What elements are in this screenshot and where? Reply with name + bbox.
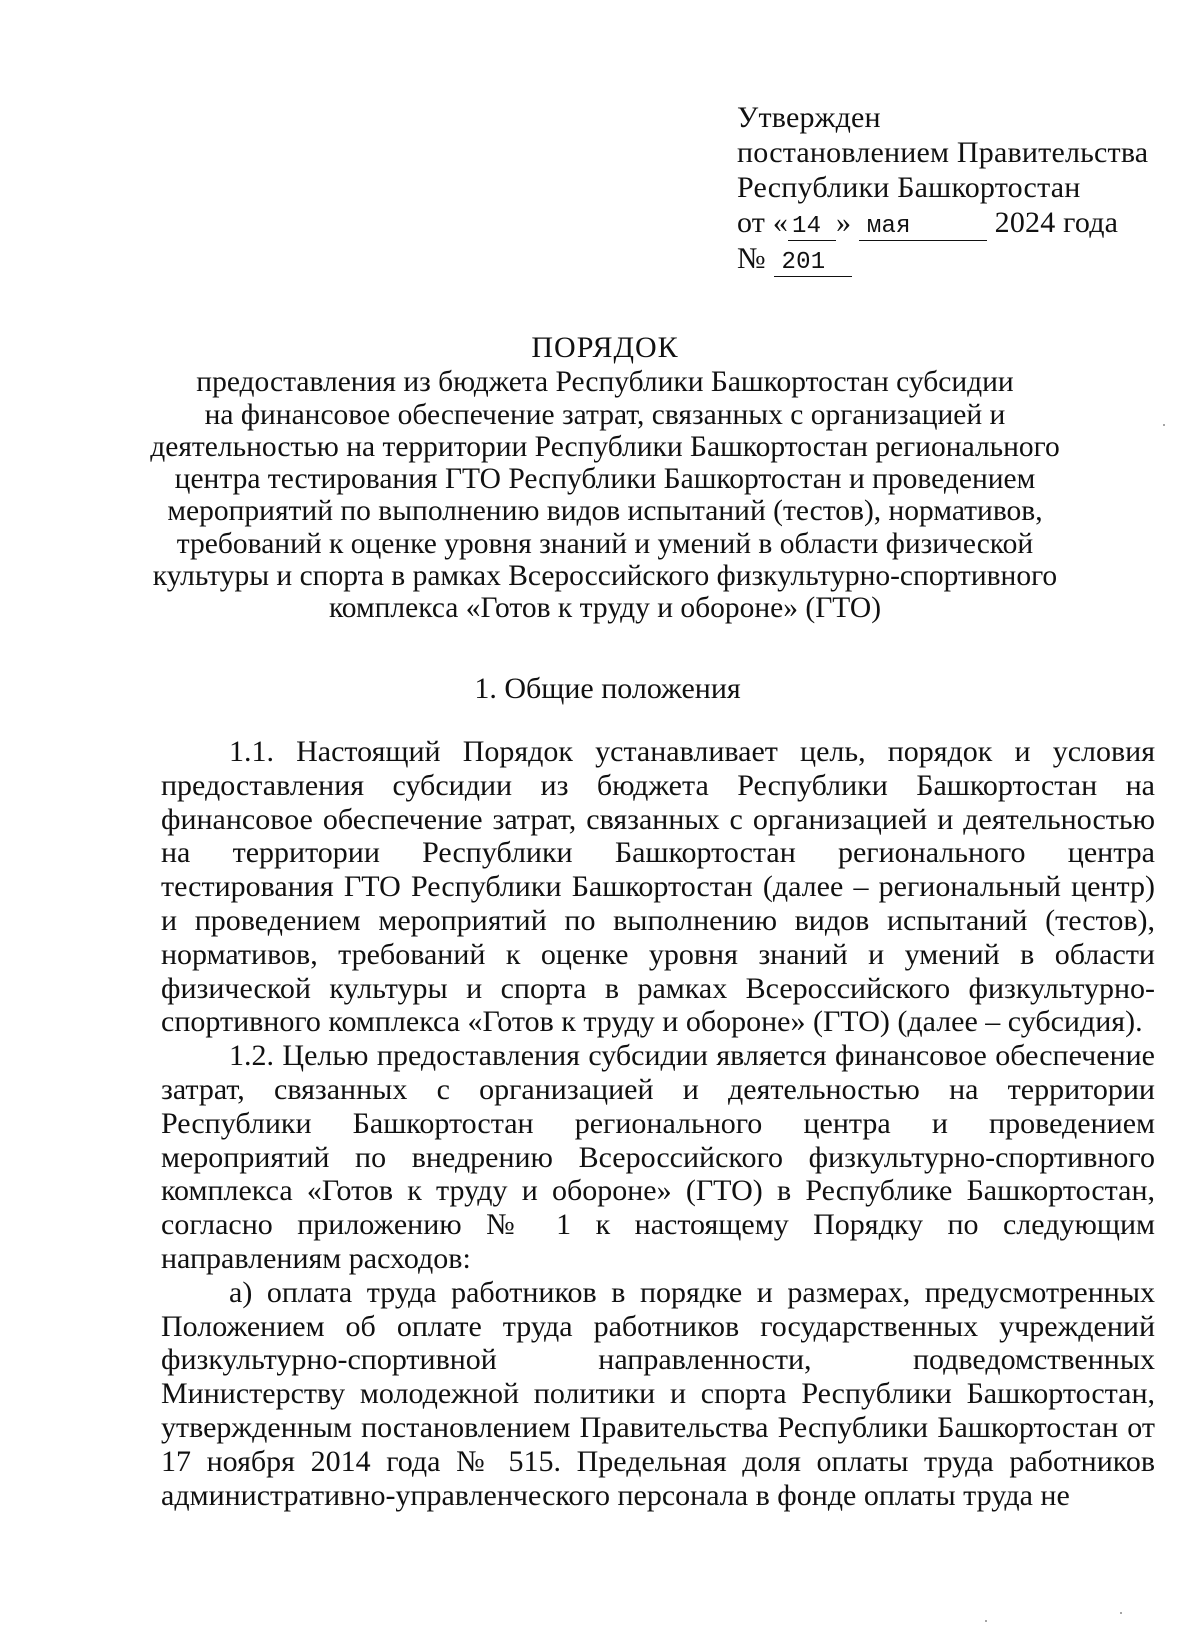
date-quote-close: » bbox=[836, 206, 852, 239]
scan-speck bbox=[1120, 1612, 1122, 1614]
scan-speck bbox=[1163, 424, 1165, 426]
title-line-8: комплекса «Готов к труду и обороне» (ГТО) bbox=[328, 592, 882, 625]
paragraph-1-2: 1.2. Целью предоставления субсидии является финансовое обеспечение затрат, связанных с организацией и деятельностью на территории Республики Башкортостан регионального центра и проведением мероприятий по внедрению Всероссийского физкультурно-спортивного комплекса «Готов к труду и обороне» (ГТО) в Республике Башкортостан, согласно приложению № 1 к настоящему Порядку по следующим направлениям расходов: bbox=[161, 1039, 1155, 1275]
date-day-field: 14 bbox=[788, 214, 836, 241]
title-main: ПОРЯДОК bbox=[531, 331, 679, 364]
approval-date-line bbox=[737, 205, 1148, 241]
approval-line-1: Утвержден bbox=[737, 101, 881, 134]
title-line-4: центра тестирования ГТО Республики Башкортостан и проведением bbox=[174, 463, 1036, 496]
title-line-3: деятельностью на территории Республики Башкортостан регионального bbox=[150, 430, 1060, 463]
title-line-5: мероприятий по выполнению видов испытаний (тестов), нормативов, bbox=[167, 495, 1043, 528]
title-line-1: предоставления из бюджета Республики Башкортостан субсидии bbox=[196, 366, 1014, 399]
section-body bbox=[161, 735, 1155, 1512]
approval-number-line bbox=[737, 241, 1148, 277]
approval-line-3: Республики Башкортостан bbox=[737, 171, 1081, 204]
title-line-2: на финансовое обеспечение затрат, связанных с организацией и bbox=[204, 398, 1006, 431]
approval-block bbox=[737, 100, 1148, 277]
number-prefix: № bbox=[737, 242, 766, 275]
approval-line-2: постановлением Правительства bbox=[737, 136, 1149, 169]
scan-speck bbox=[985, 1620, 987, 1622]
number-field: 201 bbox=[774, 250, 852, 277]
title-line-7: культуры и спорта в рамках Всероссийского физкультурно-спортивного bbox=[152, 560, 1058, 593]
date-month-field: мая bbox=[859, 214, 987, 241]
title-line-6: требований к оценке уровня знаний и умений в области физической bbox=[176, 527, 1034, 560]
section-heading: 1. Общие положения bbox=[474, 672, 741, 705]
document-title bbox=[150, 332, 1060, 625]
paragraph-1-1: 1.1. Настоящий Порядок устанавливает цель, порядок и условия предоставления субсидии из бюджета Республики Башкортостан на финансовое обеспечение затрат, связанных с организацией и деятельностью на территории Республики Башкортостан регионального центра тестирования ГТО Республики Башкортостан (далее – региональный центр) и проведением мероприятий по выполнению видов испытаний (тестов), нормативов, требований к оценке уровня знаний и умений в области физической культуры и спорта в рамках Всероссийского физкультурно-спортивного комплекса «Готов к труду и обороне» (ГТО) (далее – субсидия). bbox=[161, 735, 1155, 1039]
date-prefix: от « bbox=[737, 206, 789, 239]
paragraph-a: а) оплата труда работников в порядке и размерах, предусмотренных Положением об оплате труда работников государственных учреждений физкультурно-спортивной направленности, подведомственных Министерству молодежной политики и спорта Республики Башкортостан, утвержденным постановлением Правительства Республики Башкортостан от 17 ноября 2014 года № 515. Предельная доля оплаты труда работников административно-управленческого персонала в фонде оплаты труда не bbox=[161, 1275, 1155, 1512]
date-year: 2024 года bbox=[994, 206, 1119, 239]
